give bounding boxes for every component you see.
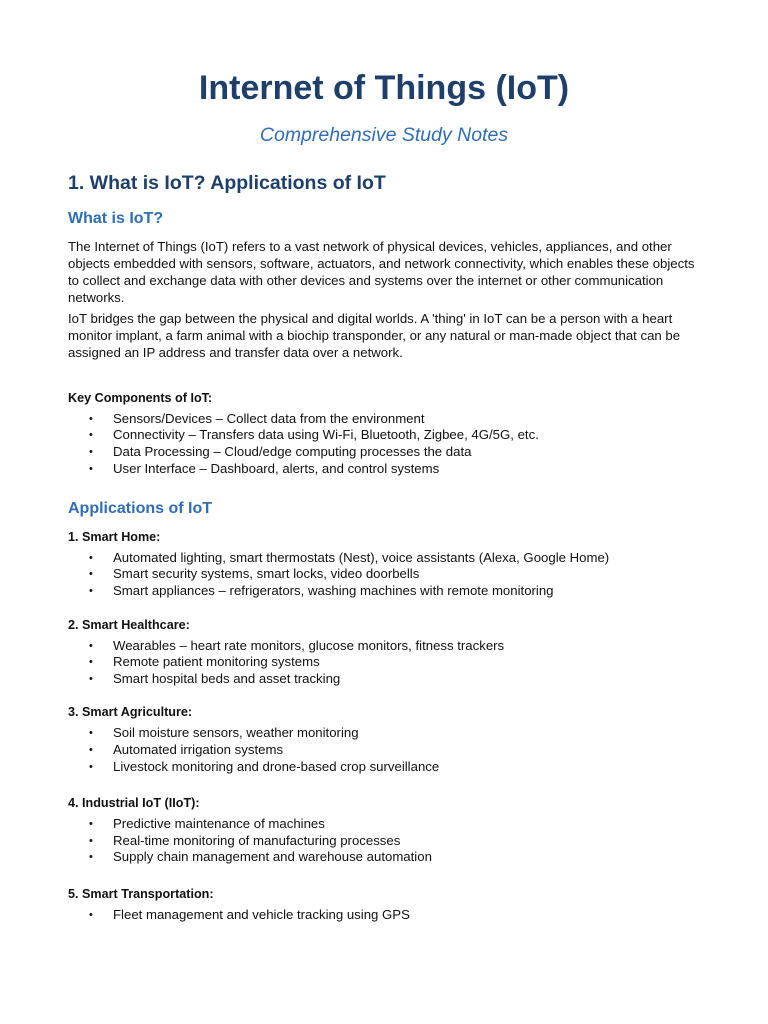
bullet-icon: • (89, 672, 93, 685)
key-components-list (68, 411, 708, 477)
list-item (68, 725, 708, 742)
document-title: Internet of Things (IoT) (198, 69, 570, 107)
bullet-icon: • (89, 656, 93, 669)
list-item (68, 849, 708, 866)
list-item-text: Smart appliances – refrigerators, washing machines with remote monitoring (113, 583, 554, 599)
list-item (68, 583, 708, 600)
list-item (68, 566, 708, 583)
list-item-text: Livestock monitoring and drone-based crop surveillance (113, 758, 440, 774)
list-item-text: Connectivity – Transfers data using Wi-Fi, Bluetooth, Zigbee, 4G/5G, etc. (113, 427, 539, 443)
document-content (68, 171, 708, 924)
list-item (68, 427, 708, 444)
group-label: 5. Smart Transportation: (68, 887, 214, 902)
list-item-text: Sensors/Devices – Collect data from the environment (113, 410, 425, 426)
list-item (68, 816, 708, 833)
list-item-text: Automated irrigation systems (113, 742, 284, 758)
document-subtitle: Comprehensive Study Notes (259, 124, 509, 146)
section-heading: 1. What is IoT? Applications of IoT (68, 172, 386, 194)
list-item (68, 444, 708, 461)
bullet-icon: • (89, 412, 93, 425)
list-item-text: User Interface – Dashboard, alerts, and control systems (113, 460, 440, 476)
group-label: 2. Smart Healthcare: (68, 617, 190, 632)
group-list (68, 907, 708, 924)
list-item-text: Wearables – heart rate monitors, glucose monitors, fitness trackers (113, 637, 505, 653)
what-is-iot-heading: What is IoT? (68, 210, 164, 228)
bullet-icon: • (89, 551, 93, 564)
list-item-text: Data Processing – Cloud/edge computing processes the data (113, 443, 472, 459)
list-item (68, 671, 708, 688)
application-group-smart-agriculture (68, 704, 708, 775)
bullet-icon: • (89, 585, 93, 598)
group-label: 3. Smart Agriculture: (68, 705, 193, 720)
bullet-icon: • (89, 445, 93, 458)
list-item (68, 461, 708, 478)
list-item-text: Supply chain management and warehouse automation (113, 849, 432, 865)
group-list (68, 550, 708, 600)
intro-paragraph: The Internet of Things (IoT) refers to a vast network of physical devices, vehicles, appliances, and other objects embedded with sensors, software, actuators, and network connectivity, which enables these objects to collect and exchange data with other devices and systems over the internet or other communication networks. (68, 239, 695, 305)
group-list (68, 725, 708, 775)
list-item (68, 654, 708, 671)
list-item (68, 742, 708, 759)
list-item-text: Soil moisture sensors, weather monitoring (113, 725, 359, 741)
bullet-icon: • (89, 744, 93, 757)
list-item (68, 759, 708, 776)
bullet-icon: • (89, 429, 93, 442)
key-components-label: Key Components of IoT: (68, 390, 213, 405)
list-item (68, 638, 708, 655)
list-item-text: Remote patient monitoring systems (113, 654, 320, 670)
list-item-text: Real-time monitoring of manufacturing processes (113, 832, 401, 848)
group-label: 1. Smart Home: (68, 529, 161, 544)
list-item-text: Smart security systems, smart locks, video doorbells (113, 566, 420, 582)
group-list (68, 638, 708, 688)
bullet-icon: • (89, 568, 93, 581)
application-group-smart-home (68, 529, 708, 600)
list-item (68, 411, 708, 428)
application-group-industrial-iot (68, 795, 708, 866)
bridge-paragraph: IoT bridges the gap between the physical and digital worlds. A 'thing' in IoT can be a person with a heart monitor implant, a farm animal with a biochip transponder, or any natural or man-made object that can be assigned an IP address and transfer data over a network. (68, 311, 681, 360)
list-item (68, 833, 708, 850)
bullet-icon: • (89, 834, 93, 847)
list-item (68, 550, 708, 567)
bullet-icon: • (89, 727, 93, 740)
bullet-icon: • (89, 818, 93, 831)
list-item-text: Automated lighting, smart thermostats (Nest), voice assistants (Alexa, Google Home) (113, 549, 610, 565)
bullet-icon: • (89, 851, 93, 864)
group-list (68, 816, 708, 866)
application-group-smart-transportation (68, 886, 708, 924)
list-item-text: Fleet management and vehicle tracking using GPS (113, 907, 410, 923)
bullet-icon: • (89, 462, 93, 475)
applications-heading: Applications of IoT (68, 500, 212, 518)
bullet-icon: • (89, 639, 93, 652)
bullet-icon: • (89, 760, 93, 773)
bullet-icon: • (89, 909, 93, 922)
list-item-text: Smart hospital beds and asset tracking (113, 670, 341, 686)
list-item-text: Predictive maintenance of machines (113, 816, 325, 832)
application-group-smart-healthcare (68, 617, 708, 688)
list-item (68, 907, 708, 924)
group-label: 4. Industrial IoT (IIoT): (68, 796, 200, 811)
